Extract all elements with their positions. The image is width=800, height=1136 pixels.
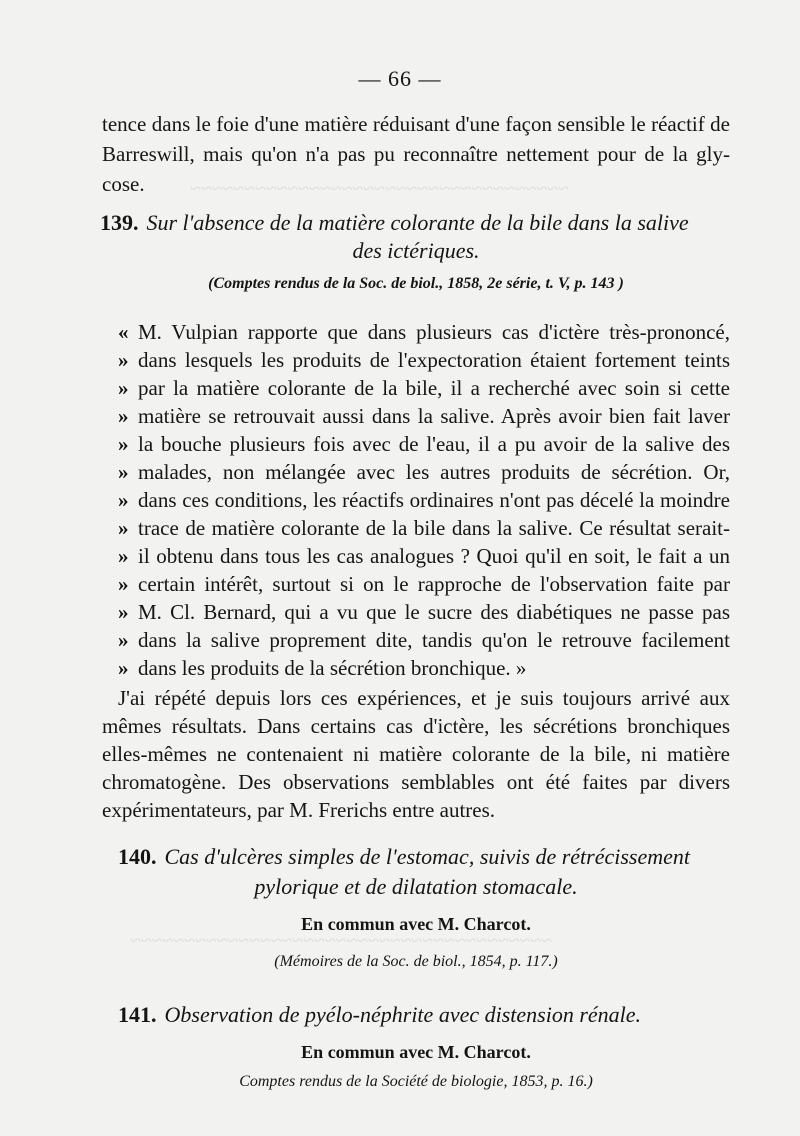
quote-text: M. Vulpian rapporte que dans plusieurs cas d'ictère très-prononcé, bbox=[138, 320, 730, 344]
quote-text: M. Cl. Bernard, qui a vu que le sucre des diabétiques ne passe pas bbox=[138, 600, 730, 624]
section-140-title bbox=[118, 842, 732, 872]
quote-text: matière se retrouvait aussi dans la salive. Après avoir bien fait laver bbox=[138, 404, 730, 428]
quote-line bbox=[118, 514, 730, 542]
section-139-title bbox=[100, 208, 732, 238]
section-number: 141. bbox=[118, 1002, 157, 1027]
quote-mark: » bbox=[118, 544, 129, 568]
section-139-reference bbox=[100, 272, 732, 296]
section-number: 140. bbox=[118, 844, 157, 869]
follow-line: elles-mêmes ne contenaient ni matière colorante de la bile, ni matière bbox=[102, 742, 730, 766]
section-140-reference bbox=[100, 950, 732, 974]
quote-mark: « bbox=[118, 320, 129, 344]
reference-text: (Comptes rendus de la Soc. de biol., 1858, 2e série, t. V, p. 143 ) bbox=[208, 275, 624, 292]
section-title-text: Cas d'ulcères simples de l'estomac, suivis de rétrécissement bbox=[164, 844, 690, 869]
quote-line bbox=[118, 430, 730, 458]
quote-line bbox=[118, 626, 730, 654]
section-number: 139. bbox=[100, 210, 139, 235]
quote-mark: » bbox=[118, 460, 129, 484]
intro-line: tence dans le foie d'une matière réduisant d'une façon sensible le réactif de bbox=[102, 112, 730, 136]
quote-line bbox=[118, 570, 730, 598]
quote-line bbox=[118, 402, 730, 430]
quote-text: dans les produits de la sécrétion bronchique. » bbox=[138, 656, 527, 680]
section-140-title-cont: pylorique et de dilatation stomacale. bbox=[254, 874, 578, 899]
quote-text: trace de matière colorante de la bile dans la salive. Ce résultat serait- bbox=[138, 516, 730, 540]
quote-mark: » bbox=[118, 376, 129, 400]
quote-line bbox=[118, 486, 730, 514]
section-141-title bbox=[118, 1000, 732, 1030]
follow-line: J'ai répété depuis lors ces expériences, et je suis toujours arrivé aux bbox=[118, 686, 730, 710]
bleed-through: ~~~~~~~~~~~~~~~~~~~~~~~~~~~~~~~~~~~~~~~ bbox=[130, 930, 552, 952]
quote-text: dans la salive proprement dite, tandis qu'on le retrouve facilement bbox=[138, 628, 730, 652]
quote-line bbox=[118, 598, 730, 626]
quote-line bbox=[118, 654, 730, 682]
section-141-reference bbox=[100, 1070, 732, 1094]
quote-text: dans lesquels les produits de l'expectoration étaient fortement teints bbox=[138, 348, 730, 372]
quote-line bbox=[118, 346, 730, 374]
quote-line bbox=[118, 374, 730, 402]
quote-mark: » bbox=[118, 516, 129, 540]
quote-text: malades, non mélangée avec les autres produits de sécrétion. Or, bbox=[138, 460, 730, 484]
quote-text: certain intérêt, surtout si on le rapproche de l'observation faite par bbox=[138, 572, 730, 596]
quote-mark: » bbox=[118, 628, 129, 652]
intro-line: Barreswill, mais qu'on n'a pas pu reconnaître nettement pour de la gly- bbox=[102, 142, 730, 166]
bleed-through: ~~~~~~~~~~~~~~~~~~~~~~~~~~~~~~~~~~~ bbox=[190, 178, 569, 200]
follow-line: expérimentateurs, par M. Frerichs entre autres. bbox=[102, 798, 496, 822]
section-141-coauthor: En commun avec M. Charcot. bbox=[301, 1042, 531, 1062]
intro-line: cose. bbox=[102, 172, 145, 196]
reference-text: Comptes rendus de la Société de biologie, 1853, p. 16.) bbox=[239, 1073, 593, 1090]
section-title-text: Observation de pyélo-néphrite avec distension rénale. bbox=[164, 1002, 642, 1027]
quote-mark: » bbox=[118, 488, 129, 512]
quote-mark: » bbox=[118, 600, 129, 624]
quote-line bbox=[118, 318, 730, 346]
quote-line bbox=[118, 542, 730, 570]
quote-mark: » bbox=[118, 348, 129, 372]
reference-text: (Mémoires de la Soc. de biol., 1854, p. 117.) bbox=[274, 953, 558, 970]
page-number: — 66 — bbox=[358, 66, 442, 91]
quote-mark: » bbox=[118, 404, 129, 428]
quote-text: par la matière colorante de la bile, il a recherché avec soin si cette bbox=[138, 376, 730, 400]
quote-mark: » bbox=[118, 656, 129, 680]
quote-text: il obtenu dans tous les cas analogues ? Quoi qu'il en soit, le fait a un bbox=[138, 544, 730, 568]
quote-text: la bouche plusieurs fois avec de l'eau, il a pu avoir de la salive des bbox=[138, 432, 730, 456]
quote-mark: » bbox=[118, 572, 129, 596]
quote-line bbox=[118, 458, 730, 486]
section-140-coauthor: En commun avec M. Charcot. bbox=[301, 914, 531, 934]
section-title-text: Sur l'absence de la matière colorante de la bile dans la salive bbox=[146, 210, 689, 235]
follow-line: mêmes résultats. Dans certains cas d'ictère, les sécrétions bronchiques bbox=[102, 714, 730, 738]
section-139-title-cont: des ictériques. bbox=[352, 238, 480, 263]
quote-text: dans ces conditions, les réactifs ordinaires n'ont pas décelé la moindre bbox=[138, 488, 730, 512]
follow-line: chromatogène. Des observations semblables ont été faites par divers bbox=[102, 770, 730, 794]
quote-mark: » bbox=[118, 432, 129, 456]
